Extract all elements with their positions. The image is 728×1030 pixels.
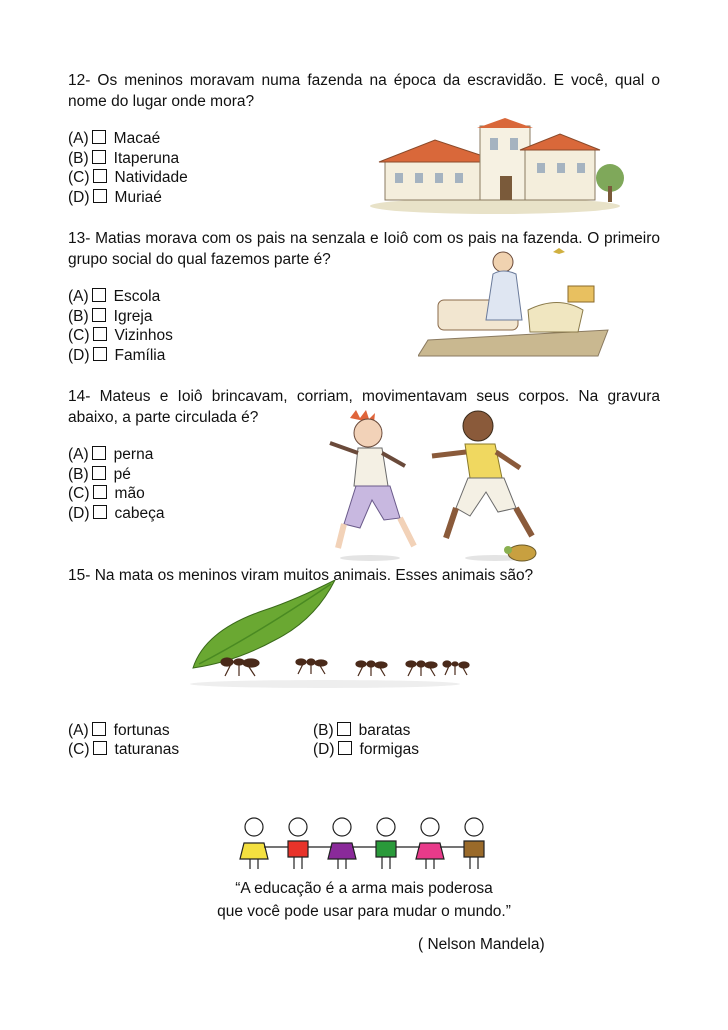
option-letter: (B) [68,308,89,325]
option-15-a[interactable] [68,721,170,741]
option-label: formigas [359,741,419,758]
option-letter: (A) [68,288,89,305]
option-letter: (B) [313,722,334,739]
option-14-d[interactable] [68,504,165,524]
option-letter: (C) [68,327,90,344]
checkbox[interactable] [93,485,107,499]
option-15-c[interactable] [68,740,179,760]
option-13-d[interactable] [68,346,165,366]
option-12-b[interactable] [68,149,179,169]
checkbox[interactable] [93,347,107,361]
option-label: Vizinhos [114,327,173,344]
quote-line-2: que você pode usar para mudar o mundo.” [217,903,511,920]
option-letter: (C) [68,169,90,186]
option-13-b[interactable] [68,307,152,327]
option-label: Família [114,347,166,364]
option-letter: (A) [68,446,89,463]
option-letter: (C) [68,485,90,502]
checkbox[interactable] [92,130,106,144]
question-15-text: 15- Na mata os meninos viram muitos animais. Esses animais são? [68,567,534,584]
option-label: cabeça [114,505,165,522]
farmhouse-illustration [365,118,630,216]
checkbox[interactable] [92,288,106,302]
option-letter: (B) [68,466,89,483]
option-letter: (D) [68,347,90,364]
checkbox[interactable] [92,308,106,322]
option-14-c[interactable] [68,484,145,504]
option-label: perna [113,446,154,463]
checkbox[interactable] [92,150,106,164]
children-holding-hands-illustration [236,815,498,871]
option-label: pé [113,466,131,483]
checkbox[interactable] [93,741,107,755]
checkbox[interactable] [92,722,106,736]
option-label: taturanas [114,741,180,758]
checkbox[interactable] [93,505,107,519]
quote-author: ( Nelson Mandela) [418,936,545,953]
option-13-c[interactable] [68,326,173,346]
option-label: Itaperuna [113,150,180,167]
question-13-text: 13- Matias morava com os pais na senzala e Ioiô com os pais na fazenda. O primeiro grupo social do qual fazemos parte é? [68,230,660,268]
option-12-a[interactable] [68,129,160,149]
checkbox[interactable] [93,327,107,341]
option-letter: (D) [68,505,90,522]
option-label: Natividade [114,169,188,186]
checkbox[interactable] [337,722,351,736]
leafcutter-ants-illustration [185,580,475,688]
option-15-d[interactable] [313,740,419,760]
option-label: baratas [358,722,411,739]
option-letter: (D) [313,741,335,758]
option-14-b[interactable] [68,465,131,485]
question-14-text: 14- Mateus e Ioiô brincavam, corriam, movimentavam seus corpos. Na gravura abaixo, a parte circulada é? [68,388,660,426]
option-12-c[interactable] [68,168,188,188]
running-boys-illustration [310,408,555,563]
family-scene-illustration [418,240,613,358]
option-14-a[interactable] [68,445,153,465]
option-label: Escola [113,288,161,305]
option-15-b[interactable] [313,721,410,741]
option-label: mão [114,485,145,502]
option-label: Macaé [113,130,161,147]
option-letter: (A) [68,130,89,147]
checkbox[interactable] [93,169,107,183]
checkbox[interactable] [92,466,106,480]
option-letter: (A) [68,722,89,739]
checkbox[interactable] [93,189,107,203]
checkbox[interactable] [338,741,352,755]
option-letter: (B) [68,150,89,167]
question-12-text: 12- Os meninos moravam numa fazenda na época da escravidão. E você, qual o nome do lugar onde mora? [68,72,660,110]
option-label: Igreja [113,308,153,325]
option-label: fortunas [113,722,170,739]
option-12-d[interactable] [68,188,162,208]
checkbox[interactable] [92,446,106,460]
quote-line-1: “A educação é a arma mais poderosa [235,880,493,897]
option-letter: (C) [68,741,90,758]
option-label: Muriaé [114,189,162,206]
option-letter: (D) [68,189,90,206]
option-13-a[interactable] [68,287,160,307]
